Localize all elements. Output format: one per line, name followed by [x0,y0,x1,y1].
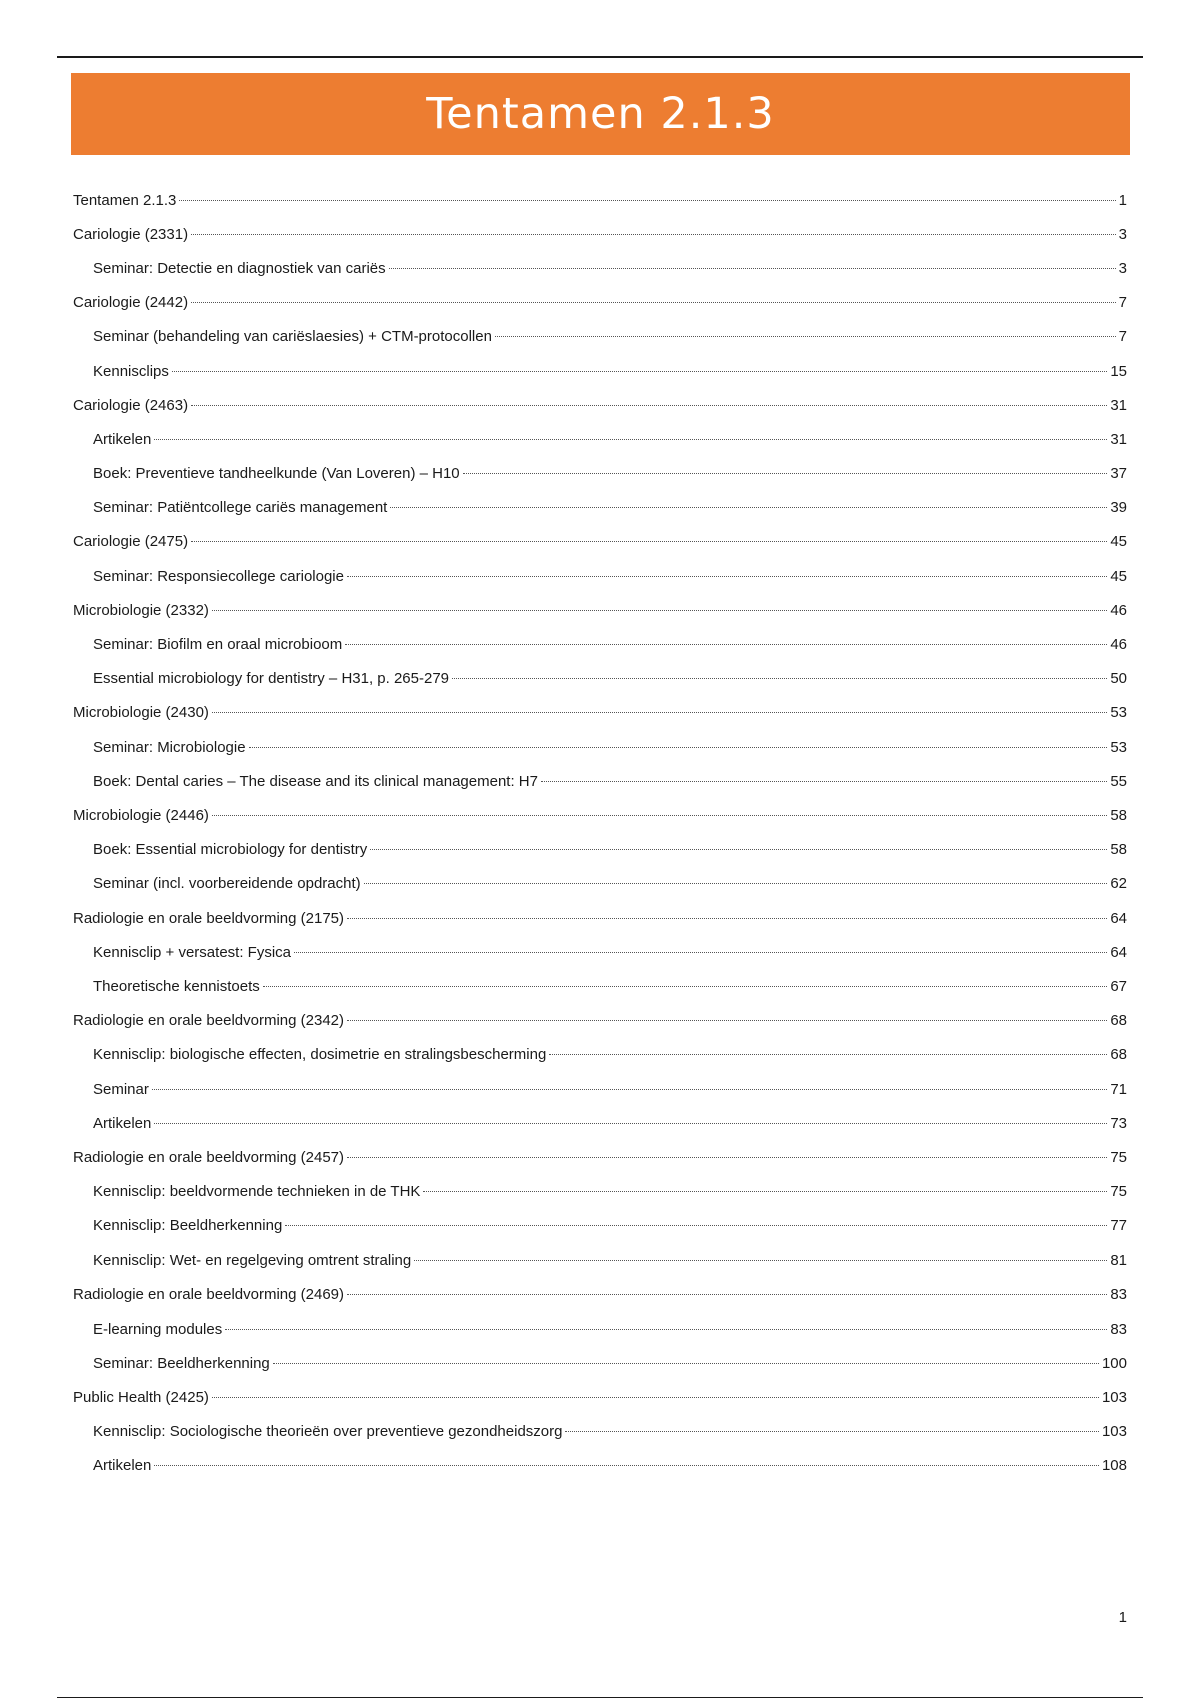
toc-entry-title: Artikelen [93,431,152,448]
toc-entry[interactable] [73,1012,1127,1029]
toc-entry-title: Public Health (2425) [73,1389,209,1406]
toc-entry-page: 58 [1110,807,1127,824]
toc-entry-title: Boek: Dental caries – The disease and its clinical management: H7 [93,773,538,790]
toc-entry[interactable] [73,1286,1127,1303]
toc-entry-title: Kennisclip: Beeldherkenning [93,1217,283,1234]
toc-dot-leader [347,1020,1107,1021]
toc-dot-leader [154,439,1107,440]
toc-entry-title: Seminar: Microbiologie [93,739,246,756]
toc-entry-title: Cariologie (2442) [73,294,189,311]
toc-entry[interactable] [73,328,1127,345]
toc-entry-page: 50 [1110,670,1127,687]
toc-entry[interactable] [73,739,1127,756]
toc-dot-leader [191,405,1107,406]
toc-entry-page: 71 [1110,1081,1127,1098]
toc-entry-page: 46 [1110,602,1127,619]
toc-entry-page: 68 [1110,1046,1127,1063]
toc-dot-leader [549,1054,1107,1055]
toc-entry[interactable] [73,1355,1127,1372]
title-banner [71,73,1130,155]
toc-entry[interactable] [73,875,1127,892]
toc-entry[interactable] [73,1389,1127,1406]
toc-entry-page: 7 [1118,294,1127,311]
toc-dot-leader [389,268,1116,269]
toc-dot-leader [414,1260,1107,1261]
toc-dot-leader [154,1465,1099,1466]
toc-entry-page: 3 [1118,226,1127,243]
toc-entry[interactable] [73,773,1127,790]
toc-entry-page: 62 [1110,875,1127,892]
toc-entry[interactable] [73,226,1127,243]
toc-entry[interactable] [73,1457,1127,1474]
toc-entry[interactable] [73,533,1127,550]
toc-entry[interactable] [73,1149,1127,1166]
toc-entry-page: 7 [1118,328,1127,345]
toc-entry-title: Microbiologie (2430) [73,704,209,721]
page-number: 1 [1118,1609,1127,1626]
toc-dot-leader [541,781,1107,782]
toc-dot-leader [249,747,1108,748]
toc-entry[interactable] [73,944,1127,961]
toc-entry-title: Tentamen 2.1.3 [73,192,177,209]
top-rule [57,56,1143,58]
toc-dot-leader [212,815,1107,816]
toc-dot-leader [345,644,1107,645]
toc-entry-page: 67 [1110,978,1127,995]
toc-entry[interactable] [73,192,1127,209]
toc-entry[interactable] [73,363,1127,380]
toc-dot-leader [370,849,1107,850]
toc-entry-page: 68 [1110,1012,1127,1029]
toc-entry-title: Kennisclip: Sociologische theorieën over preventieve gezondheidszorg [93,1423,563,1440]
toc-entry-title: Radiologie en orale beeldvorming (2469) [73,1286,345,1303]
toc-entry-title: Kennisclips [93,363,169,380]
toc-dot-leader [152,1089,1107,1090]
toc-entry-page: 53 [1110,739,1127,756]
toc-entry-page: 83 [1110,1321,1127,1338]
toc-dot-leader [364,883,1108,884]
toc-entry[interactable] [73,499,1127,516]
toc-entry-page: 64 [1110,944,1127,961]
toc-entry[interactable] [73,1081,1127,1098]
toc-entry-title: Seminar [93,1081,149,1098]
toc-entry[interactable] [73,1183,1127,1200]
toc-entry-title: Radiologie en orale beeldvorming (2342) [73,1012,345,1029]
toc-entry-page: 73 [1110,1115,1127,1132]
toc-entry-title: Seminar: Biofilm en oraal microbioom [93,636,343,653]
toc-entry-title: Essential microbiology for dentistry – H31, p. 265-279 [93,670,450,687]
toc-entry-page: 39 [1110,499,1127,516]
toc-entry-title: Seminar (incl. voorbereidende opdracht) [93,875,361,892]
toc-entry[interactable] [73,841,1127,858]
toc-entry[interactable] [73,602,1127,619]
toc-entry-page: 3 [1118,260,1127,277]
toc-entry-title: Radiologie en orale beeldvorming (2175) [73,910,345,927]
toc-entry-title: Seminar (behandeling van cariëslaesies) + CTM-protocollen [93,328,492,345]
toc-dot-leader [347,1294,1107,1295]
toc-dot-leader [390,507,1107,508]
toc-entry-title: Kennisclip: beeldvormende technieken in de THK [93,1183,421,1200]
toc-entry[interactable] [73,1423,1127,1440]
document-title: Tentamen 2.1.3 [426,89,775,139]
toc-entry[interactable] [73,397,1127,414]
bottom-rule [57,1697,1143,1698]
toc-entry-title: Microbiologie (2332) [73,602,209,619]
toc-dot-leader [294,952,1107,953]
toc-dot-leader [423,1191,1107,1192]
toc-entry[interactable] [73,465,1127,482]
toc-entry[interactable] [73,294,1127,311]
toc-entry-page: 103 [1101,1423,1127,1440]
toc-dot-leader [347,918,1107,919]
toc-entry-title: Cariologie (2475) [73,533,189,550]
toc-entry[interactable] [73,978,1127,995]
toc-dot-leader [191,302,1116,303]
toc-entry-page: 83 [1110,1286,1127,1303]
toc-entry-title: Artikelen [93,1457,152,1474]
toc-entry-page: 1 [1118,192,1127,209]
toc-entry-page: 75 [1110,1149,1127,1166]
toc-dot-leader [347,576,1107,577]
toc-entry-title: Seminar: Responsiecollege cariologie [93,568,344,585]
toc-entry[interactable] [73,636,1127,653]
toc-entry[interactable] [73,431,1127,448]
toc-entry[interactable] [73,1115,1127,1132]
toc-entry[interactable] [73,1321,1127,1338]
toc-dot-leader [495,336,1116,337]
toc-entry-page: 81 [1110,1252,1127,1269]
toc-entry-title: Artikelen [93,1115,152,1132]
toc-entry-page: 37 [1110,465,1127,482]
toc-entry[interactable] [73,1217,1127,1234]
toc-entry[interactable] [73,704,1127,721]
toc-dot-leader [452,678,1107,679]
toc-entry[interactable] [73,568,1127,585]
toc-entry-title: Seminar: Detectie en diagnostiek van cariës [93,260,386,277]
toc-dot-leader [212,610,1107,611]
toc-entry-title: Boek: Preventieve tandheelkunde (Van Loveren) – H10 [93,465,460,482]
toc-entry-page: 53 [1110,704,1127,721]
toc-dot-leader [273,1363,1099,1364]
toc-dot-leader [263,986,1108,987]
toc-dot-leader [212,712,1107,713]
toc-dot-leader [225,1329,1107,1330]
toc-entry-title: Seminar: Beeldherkenning [93,1355,270,1372]
toc-dot-leader [172,371,1107,372]
toc-entry-title: Microbiologie (2446) [73,807,209,824]
toc-entry-page: 108 [1101,1457,1127,1474]
toc-entry[interactable] [73,1252,1127,1269]
toc-entry[interactable] [73,807,1127,824]
toc-entry-title: Theoretische kennistoets [93,978,260,995]
toc-entry-page: 46 [1110,636,1127,653]
toc-entry[interactable] [73,670,1127,687]
toc-entry-page: 58 [1110,841,1127,858]
toc-entry-page: 75 [1110,1183,1127,1200]
toc-dot-leader [347,1157,1107,1158]
toc-entry-title: Kennisclip: Wet- en regelgeving omtrent straling [93,1252,412,1269]
toc-entry-page: 55 [1110,773,1127,790]
toc-entry-page: 31 [1110,431,1127,448]
toc-entry-title: Kennisclip + versatest: Fysica [93,944,291,961]
toc-dot-leader [191,541,1107,542]
toc-entry-page: 45 [1110,533,1127,550]
toc-dot-leader [285,1225,1107,1226]
toc-entry[interactable] [73,260,1127,277]
toc-dot-leader [212,1397,1099,1398]
toc-dot-leader [565,1431,1099,1432]
toc-dot-leader [154,1123,1107,1124]
toc-entry-page: 31 [1110,397,1127,414]
toc-entry-page: 100 [1101,1355,1127,1372]
toc-entry-page: 15 [1110,363,1127,380]
toc-entry-title: Radiologie en orale beeldvorming (2457) [73,1149,345,1166]
toc-entry-title: Seminar: Patiëntcollege cariës management [93,499,388,516]
toc-entry-title: Cariologie (2331) [73,226,189,243]
toc-entry-title: Kennisclip: biologische effecten, dosimetrie en stralingsbescherming [93,1046,547,1063]
toc-entry-page: 103 [1101,1389,1127,1406]
toc-entry-title: E-learning modules [93,1321,223,1338]
toc-entry-page: 64 [1110,910,1127,927]
toc-entry-page: 77 [1110,1217,1127,1234]
toc-entry-title: Cariologie (2463) [73,397,189,414]
toc-dot-leader [179,200,1115,201]
toc-entry-page: 45 [1110,568,1127,585]
toc-entry-title: Boek: Essential microbiology for dentistry [93,841,368,858]
toc-entry[interactable] [73,910,1127,927]
toc-dot-leader [463,473,1108,474]
toc-entry[interactable] [73,1046,1127,1063]
toc-dot-leader [191,234,1116,235]
